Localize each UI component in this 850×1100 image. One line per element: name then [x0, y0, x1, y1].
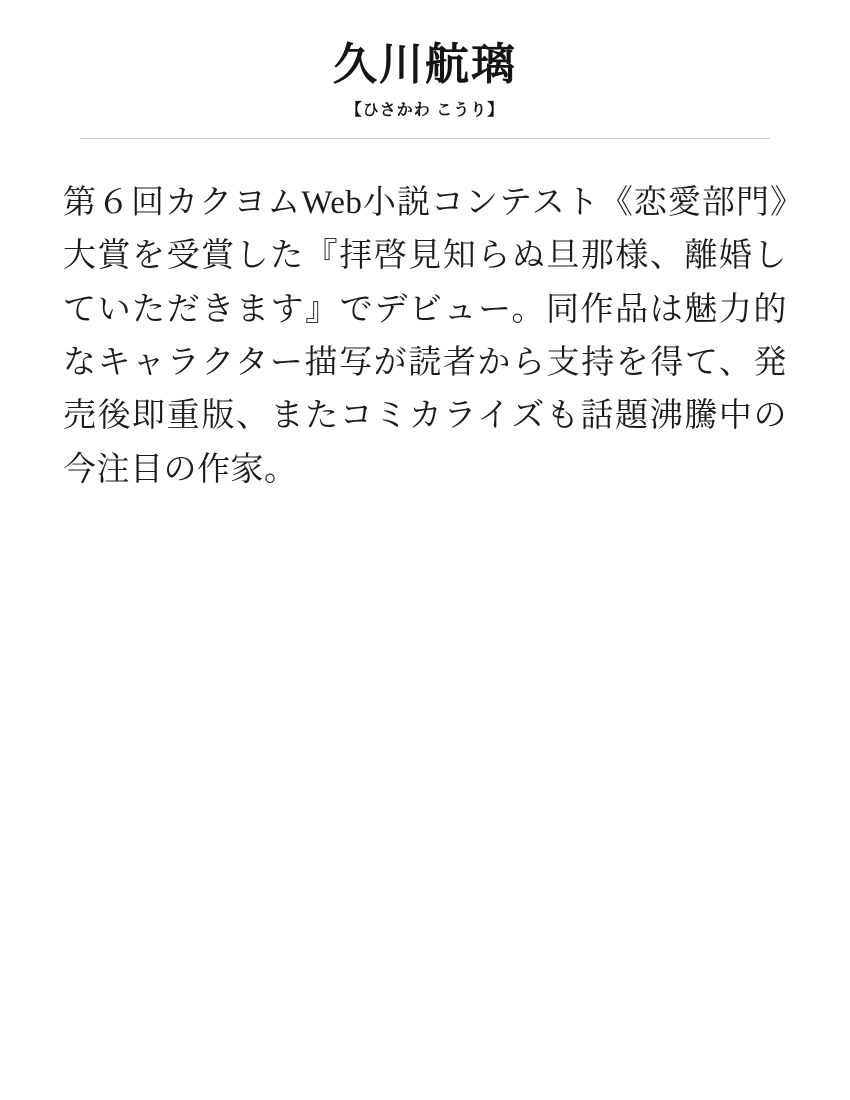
header-divider — [80, 138, 770, 139]
author-biography: 第６回カクヨムWeb小説コンテスト《恋愛部門》大賞を受賞した『拝啓見知らぬ旦那様、離婚していただきます』でデビュー。同作品は魅力的なキャラクター描写が読者から支持を得て、発売後即重版、またコミカライズも話題沸騰中の今注目の作家。 — [63, 184, 787, 488]
author-header — [0, 0, 850, 120]
author-name-reading: 【ひさかわ こうり】 — [345, 101, 505, 119]
author-name: 久川航璃 — [333, 40, 517, 89]
